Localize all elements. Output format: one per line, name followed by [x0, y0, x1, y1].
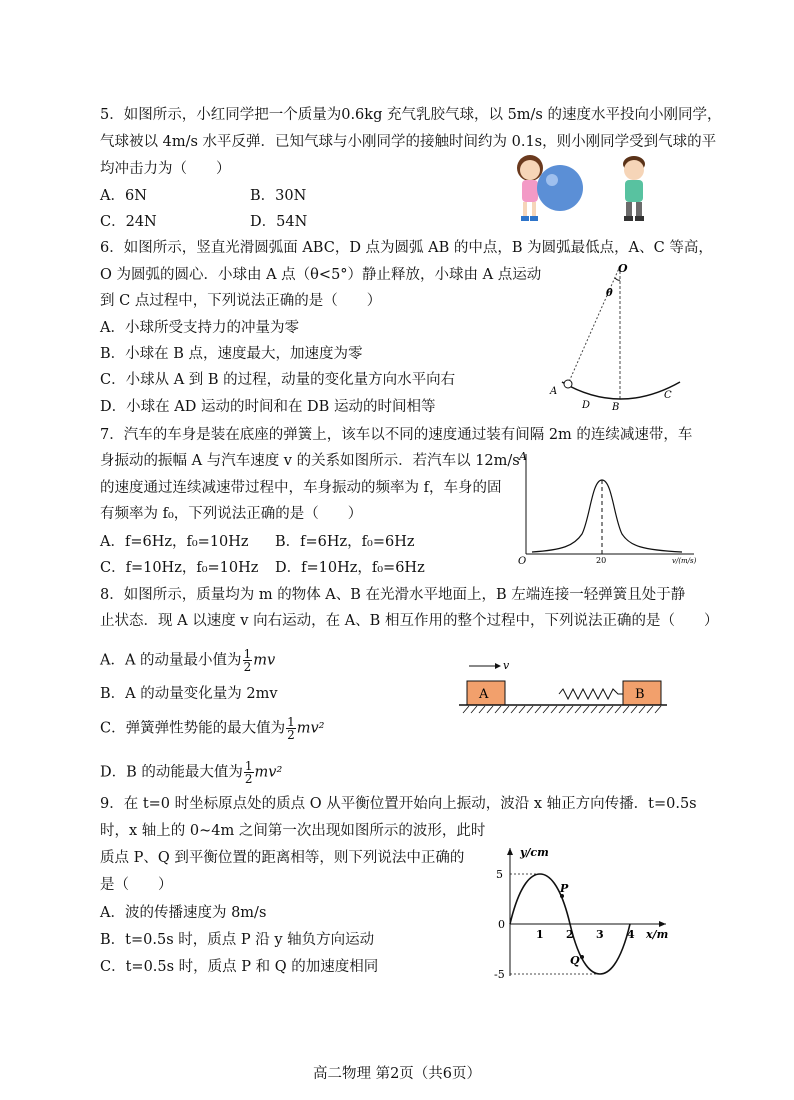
q5-children-illustration	[508, 150, 668, 228]
q7-option-a: A．f=6Hz，f₀=10Hz	[100, 534, 249, 550]
q6-line1: 6．如图所示，竖直光滑圆弧面 ABC，D 点为圆弧 AB 的中点，B 为圆弧最低点，A、C 等高，	[100, 240, 713, 256]
x-axis-label: v/(m/s)	[672, 557, 697, 565]
q8-line1: 8．如图所示，质量均为 m 的物体 A、B 在光滑水平地面上，B 左端连接一轻弹簧且处于静	[100, 587, 686, 603]
y-axis-label: y/cm	[520, 846, 549, 859]
q5-line3: 均冲击力为（ ）	[100, 161, 231, 177]
q6-option-a: A．小球所受支持力的冲量为零	[100, 320, 299, 336]
page-footer: 高二物理 第2页（共6页）	[312, 1066, 482, 1082]
q5-option-b: B．30N	[250, 188, 307, 204]
q5-option-c: C．24N	[100, 214, 157, 230]
q9-option-a: A．波的传播速度为 8m/s	[100, 905, 267, 921]
q9-line1: 9．在 t=0 时坐标原点处的质点 O 从平衡位置开始向上振动，波沿 x 轴正方向传播．t=0.5s	[100, 796, 697, 812]
q8-line2: 止状态．现 A 以速度 v 向右运动，在 A、B 相互作用的整个过程中，下列说法正确的是（ ）	[100, 613, 719, 629]
fraction-half: $\frac{1}{2}$	[287, 715, 295, 742]
q7-option-d: D．f=10Hz，f₀=6Hz	[275, 560, 425, 576]
label-theta: θ	[606, 288, 613, 299]
y-axis-label: A	[519, 450, 527, 463]
q6-option-b: B．小球在 B 点，速度最大，加速度为零	[100, 346, 363, 362]
q8-option-c: C．弹簧弹性势能的最大值为 $\frac{1}{2}$ mv²	[100, 715, 325, 742]
fraction-half: $\frac{1}{2}$	[243, 647, 252, 674]
resonance-curve	[532, 480, 682, 552]
origin-label: 0	[498, 918, 505, 931]
q7-line3: 的速度通过连续减速带过程中，车身振动的频率为 f，车身的固	[100, 480, 502, 496]
q8-blocks-diagram	[455, 656, 670, 718]
boy-figure	[623, 156, 645, 221]
balloon	[537, 165, 583, 211]
point-q	[580, 955, 584, 959]
label-d: D	[582, 400, 591, 411]
q6-line2: O 为圆弧的圆心．小球由 A 点（θ<5°）静止释放，小球由 A 点运动	[100, 267, 542, 283]
q8-option-a: A．A 的动量最小值为 $\frac{1}{2}$ mv	[100, 647, 276, 674]
ground-hatch	[463, 706, 661, 713]
q6-option-c: C．小球从 A 到 B 的过程，动量的变化量方向水平向右	[100, 372, 456, 388]
origin-label: O	[518, 556, 527, 567]
label-o: O	[618, 262, 628, 275]
q9-line3: 质点 P、Q 到平衡位置的距离相等，则下列说法中正确的	[100, 850, 465, 866]
q7-line4: 有频率为 f₀，下列说法正确的是（ ）	[100, 506, 363, 522]
label-b: B	[612, 402, 620, 413]
q9-line4: 是（ ）	[100, 877, 173, 893]
q8-option-d-text: D．B 的动能最大值为	[100, 764, 243, 781]
x-tick-4: 4	[627, 928, 635, 941]
q7-line2: 身振动的振幅 A 与汽车速度 v 的关系如图所示．若汽车以 12m/s	[100, 453, 520, 469]
q7-option-b: B．f=6Hz，f₀=6Hz	[275, 534, 415, 550]
x-tick-3: 3	[596, 928, 604, 941]
block-b-label: B	[635, 687, 645, 702]
ball	[564, 380, 572, 388]
label-c: C	[664, 390, 672, 401]
q9-option-b: B．t=0.5s 时，质点 P 沿 y 轴负方向运动	[100, 932, 375, 948]
q6-line3: 到 C 点过程中，下列说法正确的是（ ）	[100, 293, 382, 309]
q6-option-d: D．小球在 AD 运动的时间和在 DB 运动的时间相等	[100, 399, 436, 415]
q7-line1: 7．汽车的车身是装在底座的弹簧上，该车以不同的速度通过装有间隔 2m 的连续减速带，车	[100, 427, 693, 443]
q9-wave-chart	[490, 838, 680, 986]
q6-arc-diagram	[540, 258, 690, 418]
label-a: A	[550, 386, 558, 397]
x-axis-label: x/m	[646, 928, 669, 941]
label-p: P	[560, 882, 569, 895]
q5-option-d: D．54N	[250, 214, 308, 230]
q5-line1: 5．如图所示，小红同学把一个质量为0.6kg 充气乳胶气球，以 5m/s 的速度水平投向小刚同学，	[100, 107, 722, 123]
q8-option-b: B．A 的动量变化量为 2mv	[100, 686, 278, 702]
label-q: Q	[570, 954, 580, 967]
arc-surface	[562, 382, 680, 399]
q7-option-c: C．f=10Hz，f₀=10Hz	[100, 560, 259, 576]
q9-option-c: C．t=0.5s 时，质点 P 和 Q 的加速度相同	[100, 959, 379, 975]
q8-option-d: D．B 的动能最大值为 $\frac{1}{2}$ mv²	[100, 759, 283, 786]
x-tick-2: 2	[566, 928, 574, 941]
q7-resonance-chart	[512, 446, 702, 568]
x-tick-1: 1	[536, 928, 544, 941]
fraction-half: $\frac{1}{2}$	[244, 759, 253, 786]
q8-option-c-text: C．弹簧弹性势能的最大值为	[100, 720, 286, 737]
tick-20: 20	[596, 556, 607, 565]
spring	[559, 689, 623, 699]
y-tick-5: 5	[496, 868, 503, 881]
q5-line2: 气球被以 4m/s 水平反弹．已知气球与小刚同学的接触时间约为 0.1s，则小刚同学受到气球的平	[100, 134, 717, 150]
y-tick-neg5: -5	[494, 968, 505, 981]
q8-option-a-text: A．A 的动量最小值为	[100, 652, 242, 669]
q5-option-a: A．6N	[100, 188, 147, 204]
velocity-label: v	[503, 659, 510, 672]
q9-line2: 时，x 轴上的 0~4m 之间第一次出现如图所示的波形，此时	[100, 823, 486, 839]
block-a-label: A	[479, 687, 489, 702]
